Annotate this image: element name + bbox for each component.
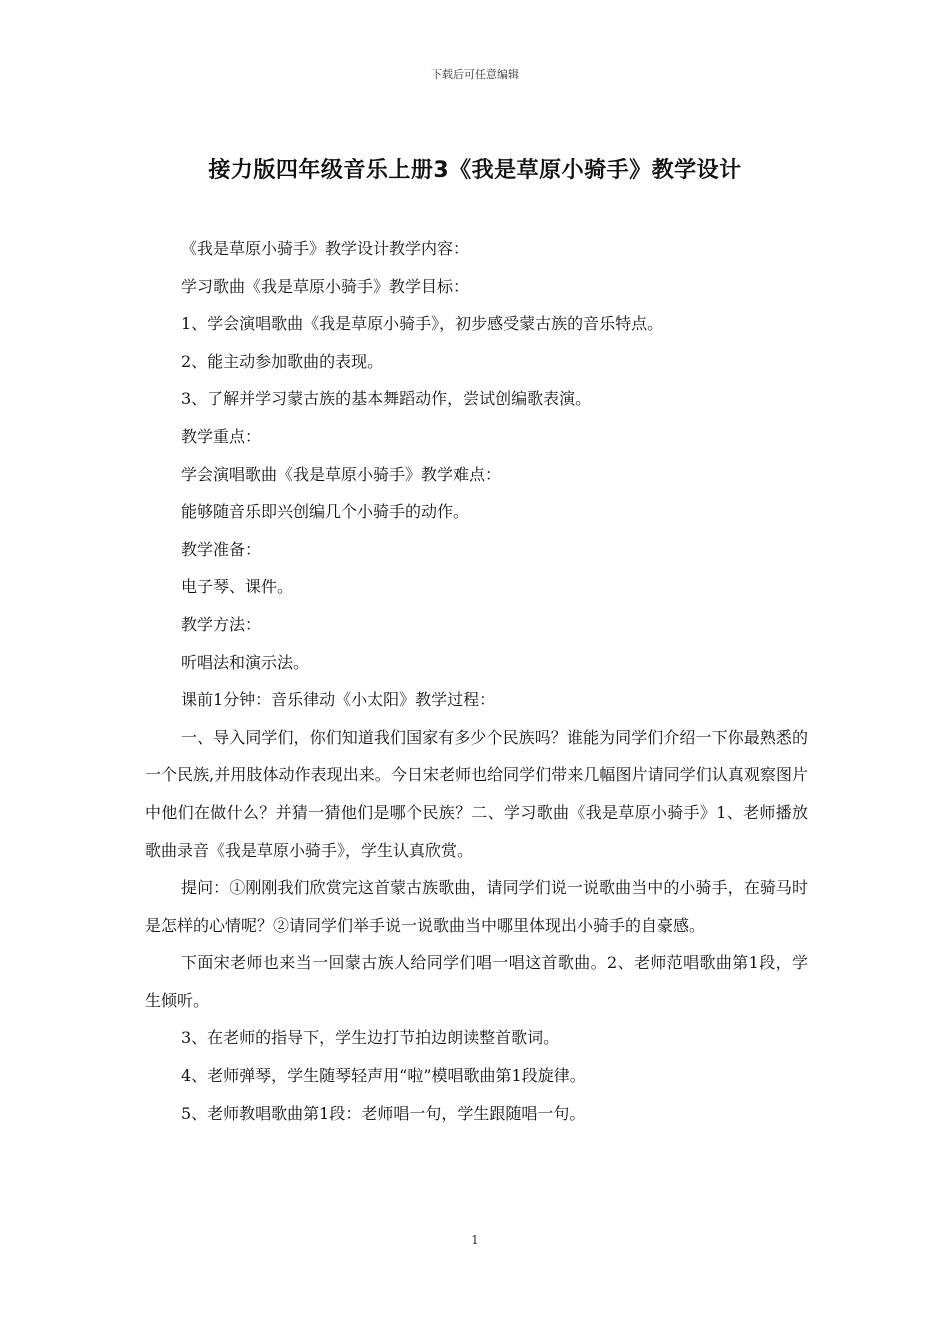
paragraph: 5、老师教唱歌曲第1段：老师唱一句，学生跟随唱一句。 [181, 1103, 586, 1123]
header-note: 下载后可任意编辑 [431, 68, 519, 81]
page-number: 1 [471, 1233, 479, 1247]
document-body [145, 230, 808, 1132]
paragraph: 提问：①刚刚我们欣赏完这首蒙古族歌曲，请同学们说一说歌曲当中的小骑手，在骑马时是怎样的心情呢？②请同学们举手说一说歌曲当中哪里体现出小骑手的自豪感。 [145, 878, 808, 935]
paragraph: 能够随音乐即兴创编几个小骑手的动作。 [181, 502, 470, 522]
paragraph: 一、导入同学们，你们知道我们国家有多少个民族吗？谁能为同学们介绍一下你最熟悉的一个民族,并用肢体动作表现出来。今日宋老师也给同学们带来几幅图片请同学们认真观察图片中他们在做什么？并猜一猜他们是哪个民族？二、学习歌曲《我是草原小骑手》1、老师播放歌曲录音《我是草原小骑手》，学生认真欣赏。 [145, 727, 808, 860]
paragraph: 教学方法： [181, 614, 262, 634]
paragraph: 学习歌曲《我是草原小骑手》教学目标： [181, 276, 470, 296]
paragraph: 《我是草原小骑手》教学设计教学内容： [181, 239, 470, 258]
paragraph: 教学准备： [181, 539, 262, 559]
paragraph: 4、老师弹琴，学生随琴轻声用“啦”模唱歌曲第1段旋律。 [181, 1066, 586, 1086]
paragraph: 电子琴、课件。 [181, 577, 294, 597]
paragraph: 2、能主动参加歌曲的表现。 [181, 351, 384, 371]
paragraph: 1、学会演唱歌曲《我是草原小骑手》，初步感受蒙古族的音乐特点。 [181, 314, 664, 334]
paragraph: 课前1分钟：音乐律动《小太阳》教学过程： [181, 690, 496, 710]
paragraph: 下面宋老师也来当一回蒙古族人给同学们唱一唱这首歌曲。2、老师范唱歌曲第1段，学生倾听。 [145, 953, 808, 1010]
paragraph: 学会演唱歌曲《我是草原小骑手》教学难点： [181, 464, 502, 484]
paragraph: 教学重点： [181, 426, 262, 446]
document-title: 接力版四年级音乐上册3《我是草原小骑手》教学设计 [208, 158, 742, 183]
paragraph: 听唱法和演示法。 [181, 652, 310, 672]
paragraph: 3、了解并学习蒙古族的基本舞蹈动作，尝试创编歌表演。 [181, 389, 592, 409]
paragraph: 3、在老师的指导下，学生边打节拍边朗读整首歌词。 [181, 1028, 560, 1048]
